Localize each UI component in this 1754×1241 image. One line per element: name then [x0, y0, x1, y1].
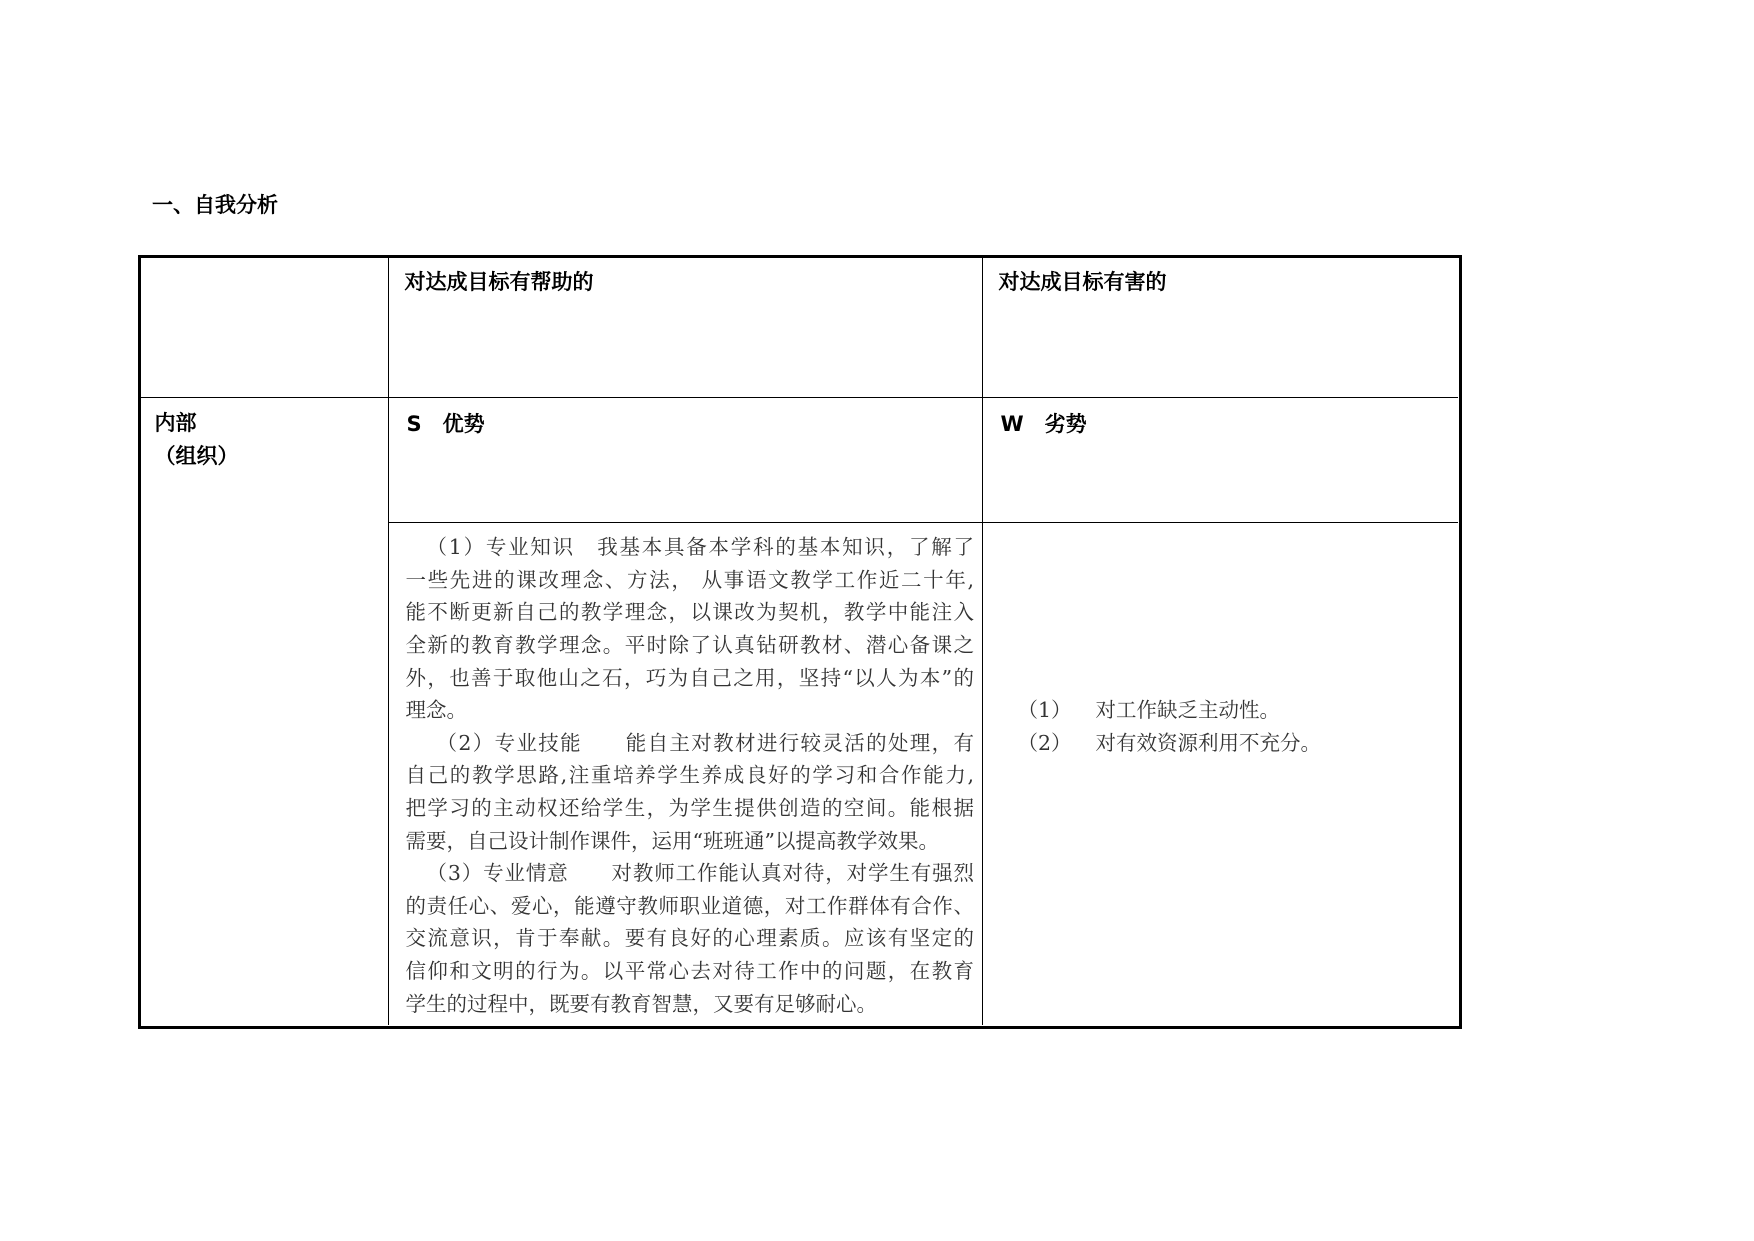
strengths-label: S 优势 — [406, 411, 485, 436]
strengths-content-cell — [389, 523, 983, 1026]
strength-paragraph — [406, 857, 975, 1020]
strengths-text — [406, 531, 975, 1020]
strength-paragraph — [406, 727, 975, 857]
weakness-item — [1018, 694, 1438, 727]
row-label-line: （组织） — [154, 444, 239, 468]
strength-text-line: 自己的教学思路,注重培养学生养成良好的学习和合作能力, — [405, 763, 974, 788]
weakness-item — [1018, 727, 1438, 760]
weakness-number: （2） — [1017, 730, 1072, 755]
swot-table — [138, 255, 1462, 1029]
section-heading: 一、自我分析 — [152, 193, 278, 217]
weaknesses-label-cell — [983, 398, 1459, 523]
strength-text-line: 能不断更新自己的教学理念，以课改为契机，教学中能注入 — [405, 600, 974, 625]
weakness-text: 对有效资源利用不充分。 — [1095, 730, 1321, 755]
weaknesses-content-cell — [983, 523, 1459, 1026]
strength-text-line: 交流意识，肯于奉献。要有良好的心理素质。应该有坚定的 — [405, 926, 974, 951]
strength-text-line: 需要，自己设计制作课件，运用“班班通”以提高教学效果。 — [405, 828, 939, 853]
strength-text-line: 学生的过程中，既要有教育智慧，又要有足够耐心。 — [405, 991, 877, 1016]
strength-text-line: 把学习的主动权还给学生，为学生提供创造的空间。能根据 — [405, 795, 974, 820]
strength-text-line: 一些先进的课改理念、方法， 从事语文教学工作近二十年, — [405, 567, 974, 592]
weakness-number: （1） — [1017, 698, 1072, 723]
header-cell-helpful — [389, 258, 983, 398]
table-corner-cell — [141, 258, 389, 398]
strength-text-line: 的责任心、爱心，能遵守教师职业道德，对工作群体有合作、 — [405, 893, 974, 918]
strength-text-line: 全新的教育教学理念。平时除了认真钻研教材、潜心备课之 — [405, 632, 974, 657]
strength-text-line: （1）专业知识 我基本具备本学科的基本知识，了解了 — [426, 535, 974, 560]
weaknesses-label: W 劣势 — [1000, 411, 1087, 436]
column-header-harmful: 对达成目标有害的 — [998, 269, 1167, 294]
strength-text-line: 外，也善于取他山之石，巧为自己之用，坚持“以人为本”的 — [405, 665, 974, 690]
header-cell-harmful — [983, 258, 1459, 398]
strength-text-line: 信仰和文明的行为。以平常心去对待工作中的问题，在教育 — [405, 958, 974, 983]
row-label-cell — [141, 398, 389, 1026]
row-label — [155, 407, 239, 473]
row-label-line: 内部 — [154, 411, 197, 435]
strength-text-line: （2）专业技能 能自主对教材进行较灵活的处理，有 — [436, 730, 974, 755]
column-header-helpful: 对达成目标有帮助的 — [404, 269, 594, 294]
strength-text-line: 理念。 — [405, 698, 467, 723]
strength-paragraph — [406, 531, 975, 727]
weakness-text: 对工作缺乏主动性。 — [1095, 698, 1280, 723]
strengths-label-cell — [389, 398, 983, 523]
strength-text-line: （3）专业情意 对教师工作能认真对待，对学生有强烈 — [426, 861, 974, 886]
weaknesses-list — [1018, 694, 1438, 759]
